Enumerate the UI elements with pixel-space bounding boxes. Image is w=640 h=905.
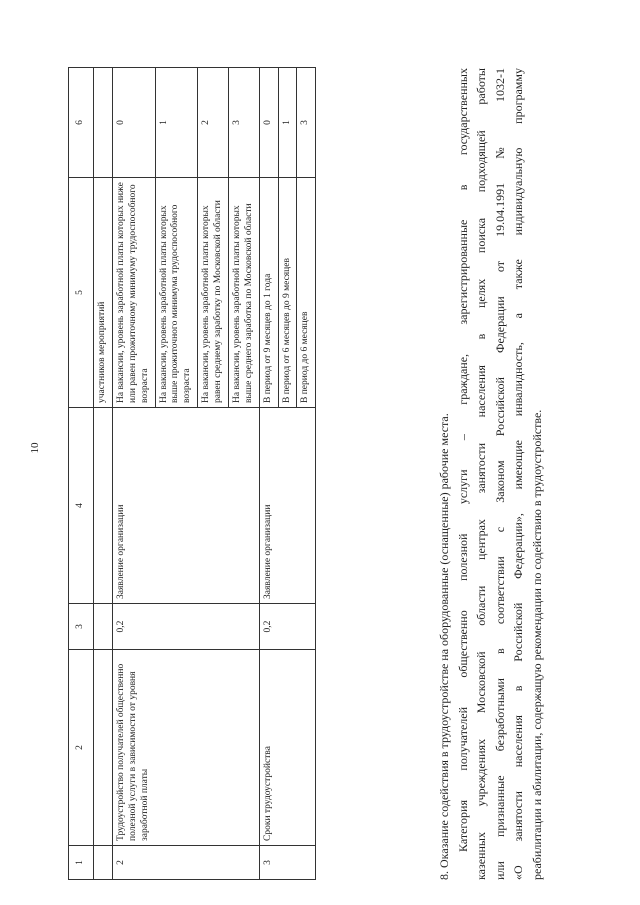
option-text: В период до 6 месяцев — [297, 178, 316, 408]
section-heading: 8. Оказание содействия в трудоустройстве на оборудованные (оснащенные) рабочие места. — [437, 413, 451, 880]
option-score: 1 — [278, 68, 297, 178]
criterion-weight: 0,2 — [112, 604, 259, 650]
table-row — [259, 68, 278, 880]
table-row — [112, 68, 155, 880]
header-cell: 5 — [69, 178, 94, 408]
row-number: 3 — [259, 846, 316, 880]
option-text: На вакансии, уровень заработной платы которых ниже или равен прожиточному минимуму трудоспособного возраста — [112, 178, 155, 408]
option-score: 0 — [259, 68, 278, 178]
option-text: В период от 9 месяцев до 1 года — [259, 178, 278, 408]
paragraph-line: или признанные безработными в соответствии с Законом Российской Федерации от 19.04.1991 № 1032-1 — [492, 68, 507, 880]
option-text: В период от 6 месяцев до 9 месяцев — [278, 178, 297, 408]
criterion-source: Заявление организации — [112, 408, 259, 604]
header-cell: 1 — [69, 846, 94, 880]
header-cell: 6 — [69, 68, 94, 178]
paragraph-line: «О занятости населения в Российской Федерации», имеющие инвалидность, а также индивидуальную программу — [511, 68, 525, 880]
continuation-cell: участников мероприятий — [94, 178, 113, 408]
criterion-name: Трудоустройство получателей общественно полезной услуги в зависимости от уровня заработной платы — [112, 650, 259, 846]
rotated-page-content — [20, 20, 620, 880]
option-score: 2 — [198, 68, 229, 178]
criteria-table — [68, 67, 316, 880]
criterion-source: Заявление организации — [259, 408, 316, 604]
paragraph-line: казенных учреждениях Московской области центрах занятости населения в целях поиска подходящей работы — [474, 68, 488, 880]
page-number: 10 — [29, 442, 41, 454]
option-score: 3 — [228, 68, 259, 178]
option-text: На вакансии, уровень заработной платы которых выше прожиточного минимума трудоспособного возраста — [155, 178, 198, 408]
section-text — [435, 68, 546, 880]
option-score: 1 — [155, 68, 198, 178]
paragraph-line: Категория получателей общественно полезной услуги – граждане, зарегистрированные в государственных — [455, 68, 470, 852]
table-header-row — [69, 68, 94, 880]
header-cell: 3 — [69, 604, 94, 650]
criterion-weight: 0,2 — [259, 604, 316, 650]
table-row — [94, 68, 113, 880]
option-text: На вакансии, уровень заработной платы которых равен среднему заработку по Московской области — [198, 178, 229, 408]
header-cell: 2 — [69, 650, 94, 846]
row-number: 2 — [112, 846, 259, 880]
option-text: На вакансии, уровень заработной платы которых выше среднего заработка по Московской области — [228, 178, 259, 408]
criterion-name: Сроки трудоустройства — [259, 650, 316, 846]
header-cell: 4 — [69, 408, 94, 604]
option-score: 3 — [297, 68, 316, 178]
option-score: 0 — [112, 68, 155, 178]
paragraph-line: реабилитации и абилитации, содержащую рекомендации по содействию в трудоустройстве. — [529, 409, 544, 880]
